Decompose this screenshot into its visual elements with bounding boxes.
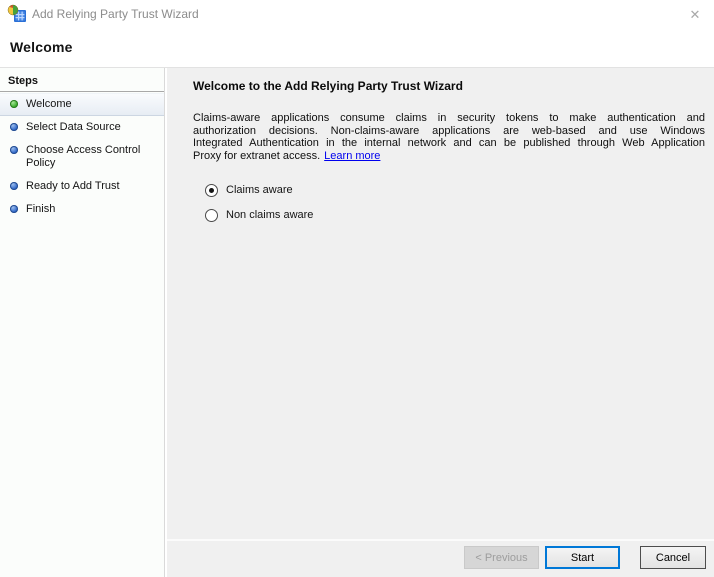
window-title: Add Relying Party Trust Wizard [32,7,199,21]
adfs-wizard-icon [7,4,27,24]
non-claims-aware-option[interactable] [205,207,313,223]
steps-header: Steps [0,68,164,92]
learn-more-link[interactable]: Learn more [324,149,381,162]
step-label: Welcome [26,98,72,110]
claims-aware-option[interactable] [205,182,313,198]
radio-non-claims-aware[interactable] [205,209,218,222]
paragraph-line: Claims-aware applications consume claims in security tokens to make authentication and [193,112,705,124]
step-label: Finish [26,203,56,215]
step-item-choose-access-control-policy [0,139,164,175]
upcoming-step-dot-icon [10,146,18,154]
step-label: Select Data Source [26,121,121,133]
paragraph-line: Integrated Authentication in the internal network and can be published through Web Application [193,137,705,149]
main-panel [167,68,714,577]
cancel-button[interactable]: Cancel [640,546,706,569]
step-label: Choose Access Control Policy [26,144,141,169]
step-item-ready-to-add-trust [0,175,164,198]
content-heading: Welcome to the Add Relying Party Trust Wizard [193,79,463,93]
upcoming-step-dot-icon [10,182,18,190]
paragraph-line: authorization decisions. Non-claims-aware applications are web-based and use Windows [193,124,705,137]
steps-sidebar [0,68,165,577]
steps-list [0,92,164,221]
wizard-footer [167,539,714,577]
radio-claims-aware[interactable] [205,184,218,197]
upcoming-step-dot-icon [10,123,18,131]
step-item-select-data-source [0,116,164,139]
step-item-welcome [0,93,164,116]
titlebar [0,0,714,28]
step-label: Ready to Add Trust [26,180,120,192]
close-icon[interactable]: ✕ [689,7,701,22]
trust-type-radio-group [205,182,313,232]
paragraph-line [193,150,705,163]
current-step-dot-icon [10,100,18,108]
upcoming-step-dot-icon [10,205,18,213]
step-item-finish [0,198,164,221]
previous-button[interactable]: < Previous [464,546,539,569]
start-button[interactable]: Start [545,546,620,569]
radio-label: Non claims aware [226,209,314,221]
description-paragraph [193,112,705,162]
page-title: Welcome [10,39,73,55]
paragraph-line-text: Proxy for extranet access. [193,149,321,162]
radio-label: Claims aware [226,184,293,196]
